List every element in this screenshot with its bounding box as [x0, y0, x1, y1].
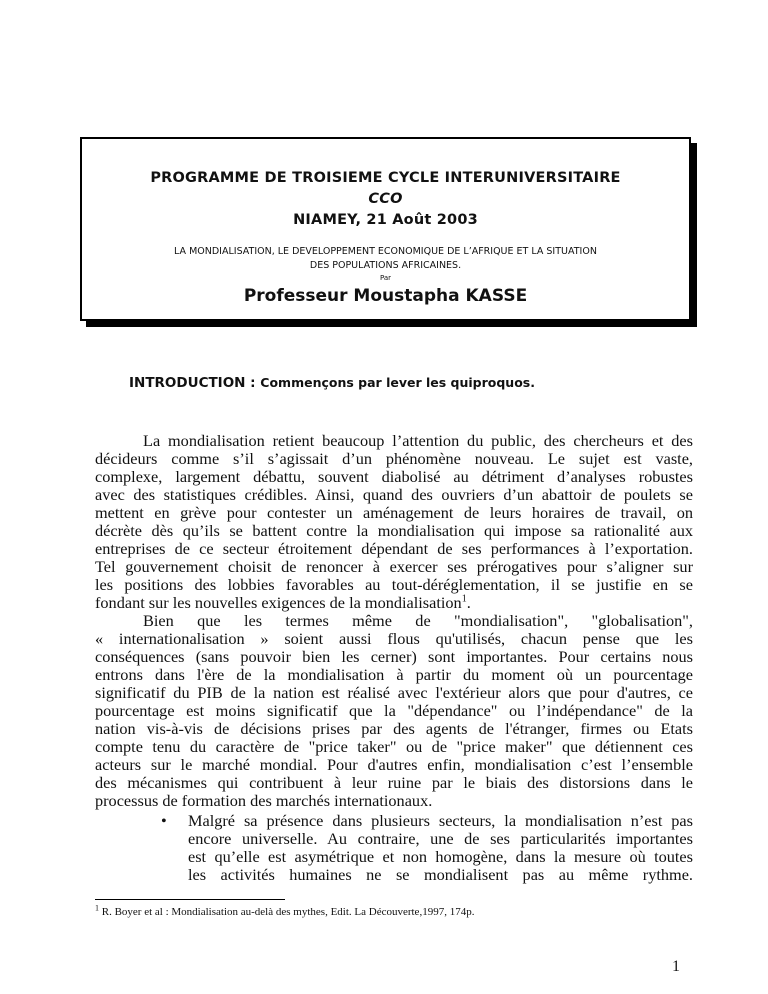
body-line: significatif du PIB de la nation est réalisé avec l'extérieur alors que pour d'autres, ce: [95, 683, 693, 702]
body-line: processus de formation des marchés internationaux.: [95, 791, 433, 810]
body-line: décrète dès qu’ils se battent contre la mondialisation qui impose sa rationalité aux: [95, 521, 693, 540]
body-line: compte tenu du caractère de "price taker" ou de "price maker" que détiennent ces: [95, 737, 693, 756]
footnote-text: R. Boyer et al : Mondialisation au-delà des mythes, Edit. La Découverte,1997, 174p.: [99, 906, 475, 918]
bullet-line: encore universelle. Au contraire, une de ses particularités importantes: [188, 829, 693, 848]
intro-heading: [129, 375, 535, 391]
body-line-text: fondant sur les nouvelles exigences de la mondialisation: [95, 593, 462, 612]
body-line: pourcentage est moins significatif que la "dépendance" ou l’indépendance" de la: [95, 701, 693, 720]
bullet-line: est qu’elle est asymétrique et non homogène, dans la mesure où toutes: [188, 847, 693, 866]
body-line: La mondialisation retient beaucoup l’attention du public, des chercheurs et des: [143, 431, 693, 450]
body-text: [95, 432, 693, 810]
body-line: complexe, largement débattu, souvent diabolisé au détriment d’analyses robustes: [95, 467, 693, 486]
program-title: PROGRAMME DE TROISIEME CYCLE INTERUNIVERSITAIRE: [150, 170, 621, 186]
body-line: acteurs sur le marché mondial. Pour d'autres enfin, mondialisation c’est l’ensemble: [95, 755, 693, 774]
subject-line-2: DES POPULATIONS AFRICAINES.: [309, 260, 462, 271]
body-line: conséquences (sans pouvoir bien les cerner) sont importantes. Pour certains nous: [95, 647, 693, 666]
footnote-separator: [95, 899, 285, 900]
footnote-ref[interactable]: 1: [461, 593, 467, 605]
period: .: [466, 593, 471, 612]
page-number: 1: [672, 958, 680, 975]
organization: CCO: [368, 191, 403, 207]
by-label: Par: [379, 274, 392, 282]
body-line: les positions des lobbies favorables au tout-déréglementation, il se justifie en se: [95, 575, 693, 594]
body-line: mettent en grève pour contester un aménagement de leurs horaires de travail, on: [95, 503, 693, 522]
body-line: Bien que les termes même de "mondialisation", "globalisation",: [143, 611, 693, 630]
body-line: entrons dans l'ère de la mondialisation à partir du moment où un pourcentage: [95, 665, 693, 684]
body-line: des mécanismes qui contribuent à leur ruine par le biais des distorsions dans le: [95, 773, 693, 792]
subject-line-1: LA MONDIALISATION, LE DEVELOPPEMENT ECONOMIQUE DE L’AFRIQUE ET LA SITUATION: [174, 246, 597, 257]
intro-label: INTRODUCTION :: [129, 375, 261, 391]
bullet-item: [161, 811, 693, 884]
place-date: NIAMEY, 21 Août 2003: [293, 212, 478, 228]
body-line: [95, 594, 693, 612]
body-line: Tel gouvernement choisit de renoncer à exercer ses prérogatives pour s’aligner sur: [95, 557, 693, 576]
body-line: « internationalisation » soient aussi flous qu'utilisés, chacun pense que les: [95, 629, 693, 648]
intro-title: Commençons par lever les quiproquos.: [260, 375, 535, 390]
bullet-line: Malgré sa présence dans plusieurs secteurs, la mondialisation n’est pas: [188, 811, 693, 830]
body-line: décideurs comme s’il s’agissait d’un phénomène nouveau. Le sujet est vaste,: [95, 449, 693, 468]
title-box: [80, 137, 691, 321]
bullet-icon: •: [161, 811, 167, 830]
body-line: nation vis-à-vis de décisions prises par des agents de l'étranger, firmes ou Etats: [95, 719, 693, 738]
footnote-number: 1: [95, 903, 99, 913]
author: Professeur Moustapha KASSE: [243, 286, 528, 306]
footnote: [95, 905, 474, 919]
bullet-line: les activités humaines ne se mondialisent pas au même rythme.: [188, 865, 693, 884]
body-line: avec des statistiques crédibles. Ainsi, quand des ouvriers d’un abattoir de poulets se: [95, 485, 693, 504]
body-line: entreprises de ce secteur étroitement dépendant de ses performances à l’exportation.: [95, 539, 693, 558]
